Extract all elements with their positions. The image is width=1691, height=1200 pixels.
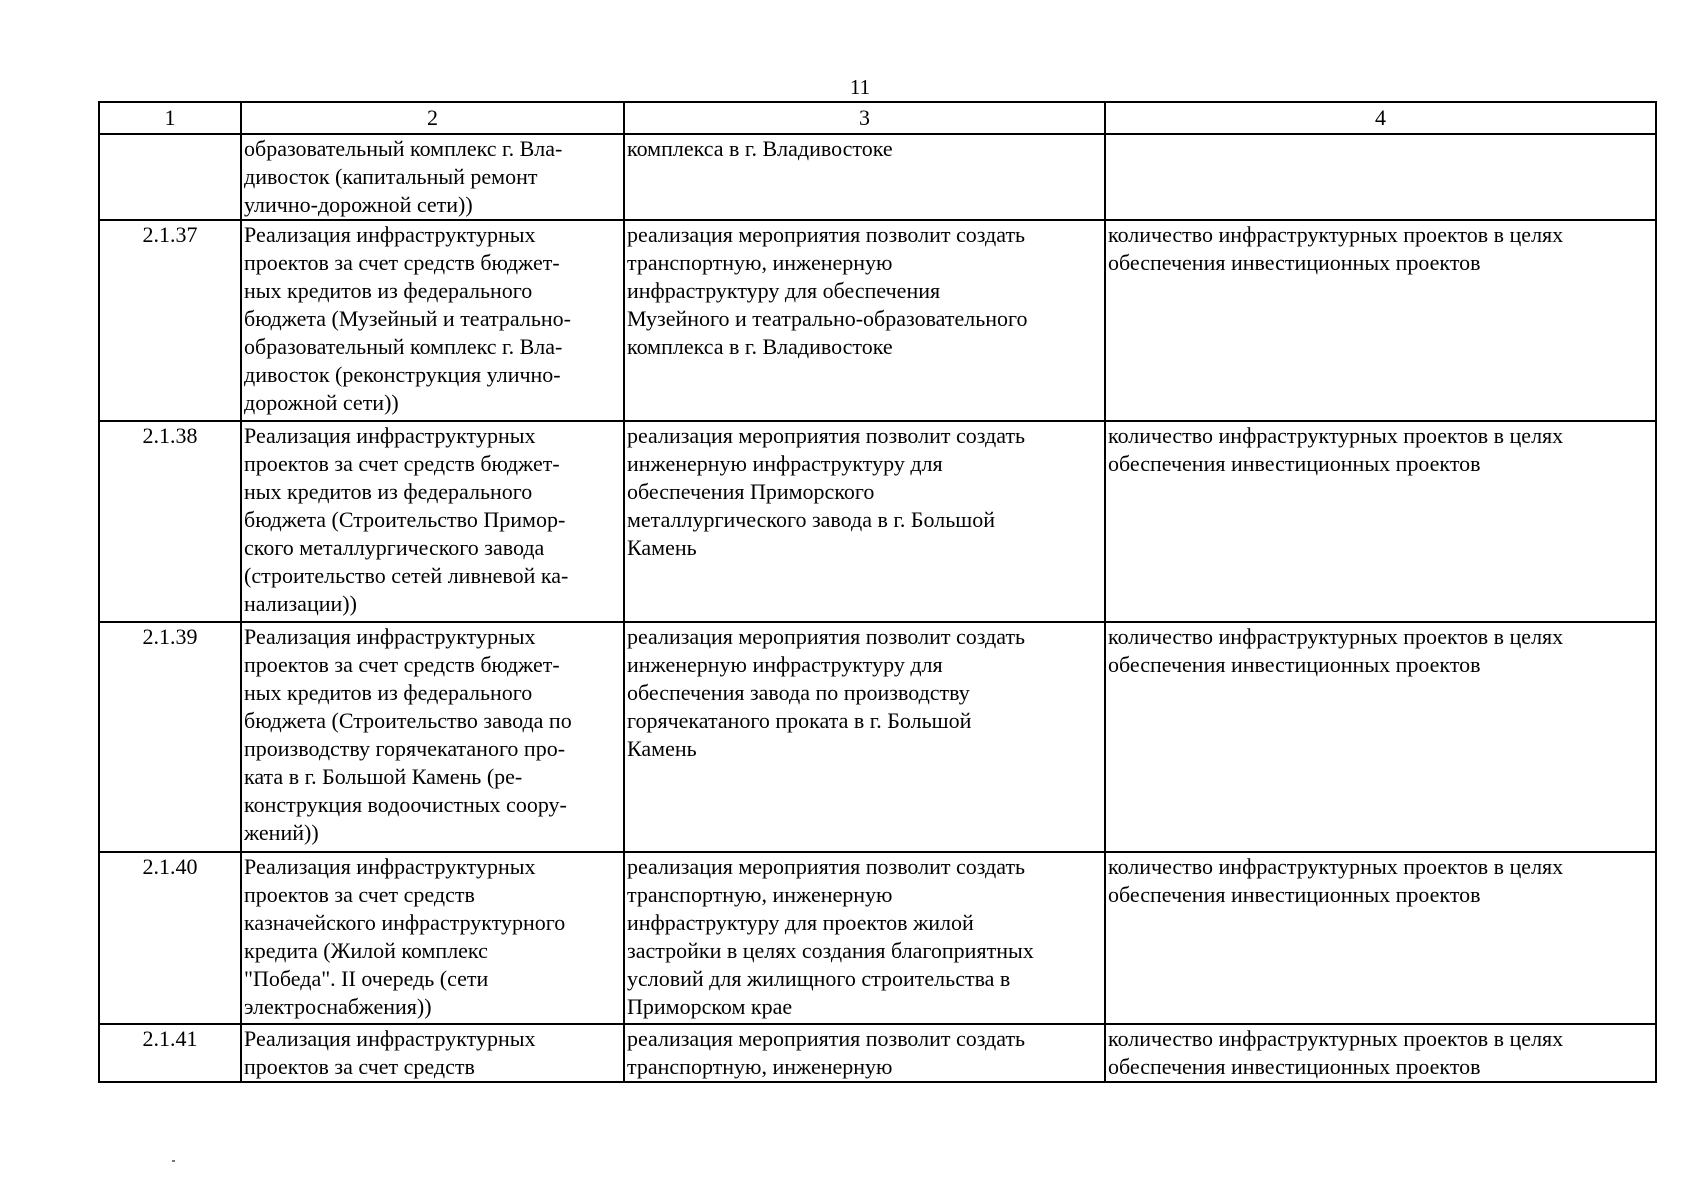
- measure-name: образовательный комплекс г. Вла- дивосток (капитальный ремонт улично-дорожной сети)): [241, 134, 624, 220]
- measure-indicator: [1105, 134, 1656, 220]
- measure-indicator: количество инфраструктурных проектов в целях обеспечения инвестиционных проектов: [1105, 852, 1656, 1024]
- page-number: 11: [849, 75, 871, 99]
- measure-name: Реализация инфраструктурных проектов за счет средств: [241, 1024, 624, 1082]
- measure-result: реализация мероприятия позволит создать инженерную инфраструктуру для обеспечения завода по производству горячекатаного проката в г. Большой Камень: [624, 622, 1105, 852]
- column-header-2: 2: [241, 102, 624, 134]
- measure-indicator: количество инфраструктурных проектов в целях обеспечения инвестиционных проектов: [1105, 1024, 1656, 1082]
- measure-name: Реализация инфраструктурных проектов за счет средств бюджет- ных кредитов из федерального бюджета (Музейный и театрально- образовательный комплекс г. Вла- дивосток (реконструкция улично- дорожной сети)): [241, 220, 624, 421]
- table-row: [99, 220, 1656, 421]
- table-row: [99, 134, 1656, 220]
- measure-result: реализация мероприятия позволит создать транспортную, инженерную инфраструктуру для проектов жилой застройки в целях создания благоприятных условий для жилищного строительства в Приморском крае: [624, 852, 1105, 1024]
- measure-result: комплекса в г. Владивостоке: [624, 134, 1105, 220]
- measure-name: Реализация инфраструктурных проектов за счет средств бюджет- ных кредитов из федерального бюджета (Строительство Примор- ского металлургического завода (строительство сетей ливневой ка- нализации)): [241, 421, 624, 622]
- table-body: [99, 134, 1656, 1082]
- row-number: 2.1.41: [99, 1024, 241, 1082]
- row-number: 2.1.40: [99, 852, 241, 1024]
- row-number: [99, 134, 241, 220]
- measure-name: Реализация инфраструктурных проектов за счет средств бюджет- ных кредитов из федерального бюджета (Строительство завода по производству горячекатаного про- ката в г. Большой Камень (ре- конструкция водоочистных соору- жений)): [241, 622, 624, 852]
- column-header-4: 4: [1105, 102, 1656, 134]
- scan-artifact: [172, 1160, 175, 1162]
- row-number: 2.1.38: [99, 421, 241, 622]
- measure-indicator: количество инфраструктурных проектов в целях обеспечения инвестиционных проектов: [1105, 421, 1656, 622]
- measure-name: Реализация инфраструктурных проектов за счет средств казначейского инфраструктурного кредита (Жилой комплекс "Победа". II очередь (сети электроснабжения)): [241, 852, 624, 1024]
- measures-table: [98, 101, 1657, 1083]
- measure-indicator: количество инфраструктурных проектов в целях обеспечения инвестиционных проектов: [1105, 220, 1656, 421]
- table-row: [99, 1024, 1656, 1082]
- row-number: 2.1.39: [99, 622, 241, 852]
- column-header-3: 3: [624, 102, 1105, 134]
- row-number: 2.1.37: [99, 220, 241, 421]
- measure-result: реализация мероприятия позволит создать инженерную инфраструктуру для обеспечения Приморского металлургического завода в г. Большой Камень: [624, 421, 1105, 622]
- header-row: [99, 102, 1656, 134]
- table-header: [99, 102, 1656, 134]
- measure-indicator: количество инфраструктурных проектов в целях обеспечения инвестиционных проектов: [1105, 622, 1656, 852]
- column-header-1: 1: [99, 102, 241, 134]
- measure-result: реализация мероприятия позволит создать транспортную, инженерную: [624, 1024, 1105, 1082]
- table-row: [99, 421, 1656, 622]
- table-row: [99, 852, 1656, 1024]
- measure-result: реализация мероприятия позволит создать транспортную, инженерную инфраструктуру для обеспечения Музейного и театрально-образовательного комплекса в г. Владивостоке: [624, 220, 1105, 421]
- table-row: [99, 622, 1656, 852]
